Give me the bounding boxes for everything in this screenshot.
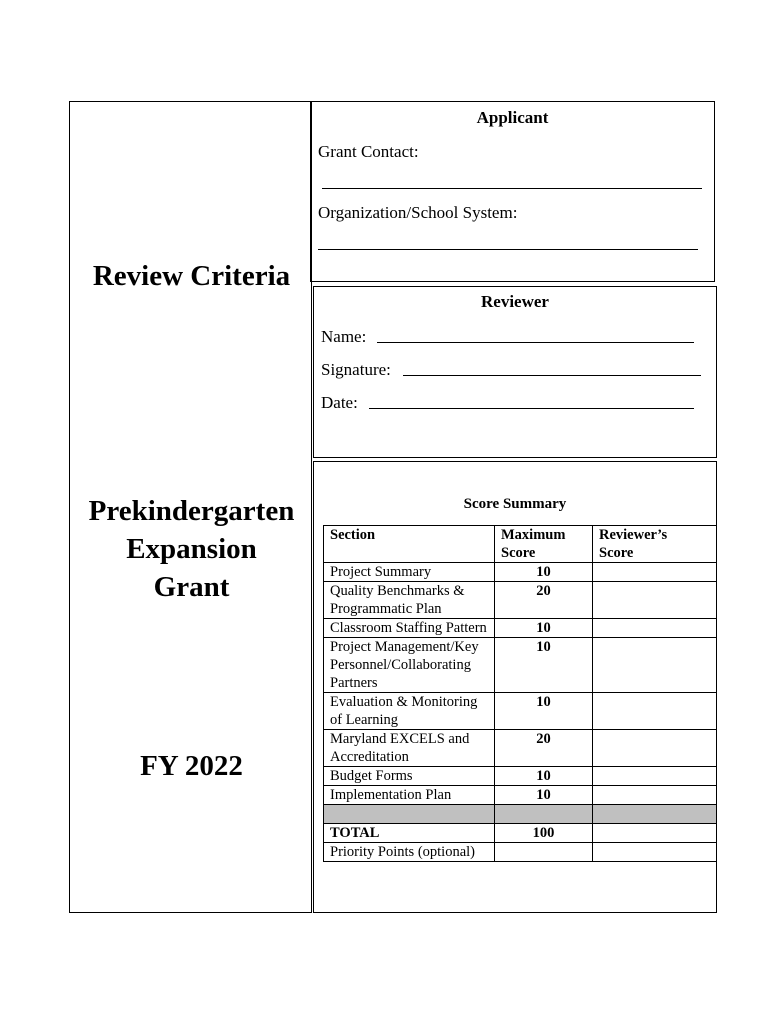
max-score-cell: 10 (495, 619, 593, 638)
fiscal-year: FY 2022 (140, 750, 243, 782)
score-summary-title: Score Summary (463, 496, 567, 512)
program-title-line-1: Prekindergarten (88, 495, 295, 527)
table-row (324, 582, 717, 619)
score-table (323, 525, 717, 862)
max-score-cell: 10 (495, 767, 593, 786)
organization-label: Organization/School System: (318, 203, 518, 222)
reviewer-score-cell[interactable] (593, 638, 717, 693)
max-score-cell: 10 (495, 786, 593, 805)
max-score-cell: 20 (495, 582, 593, 619)
total-label: TOTAL (324, 824, 495, 843)
reviewer-score-cell[interactable] (593, 619, 717, 638)
shaded-separator-row (324, 805, 717, 824)
reviewer-score-cell[interactable] (593, 693, 717, 730)
reviewer-signature-field[interactable] (403, 375, 701, 376)
section-cell: Project Summary (324, 563, 495, 582)
grant-contact-label: Grant Contact: (318, 142, 419, 161)
reviewer-date-field[interactable] (369, 408, 694, 409)
program-title-line-2: Expansion (126, 533, 257, 565)
reviewer-signature-label: Signature: (321, 360, 391, 379)
table-row (324, 767, 717, 786)
section-cell: Maryland EXCELS and Accreditation (324, 730, 495, 767)
max-score-cell: 10 (495, 563, 593, 582)
section-cell: Classroom Staffing Pattern (324, 619, 495, 638)
priority-points-label: Priority Points (optional) (324, 843, 495, 862)
priority-points-reviewer-cell[interactable] (593, 843, 717, 862)
table-row (324, 786, 717, 805)
shaded-cell (593, 805, 717, 824)
reviewer-section (313, 286, 717, 458)
reviewers-score-column-header (593, 526, 717, 563)
reviewers-score-header-line-2: Score (599, 545, 634, 561)
program-title-line-3: Grant (153, 571, 230, 603)
score-summary-section (313, 461, 717, 913)
organization-field[interactable] (318, 249, 698, 250)
table-row (324, 730, 717, 767)
grant-contact-field[interactable] (322, 188, 702, 189)
maximum-score-column-header (495, 526, 593, 563)
section-cell: Quality Benchmarks & Programmatic Plan (324, 582, 495, 619)
reviewer-name-label: Name: (321, 327, 367, 346)
reviewer-score-cell[interactable] (593, 767, 717, 786)
reviewer-score-cell[interactable] (593, 563, 717, 582)
review-criteria-title: Review Criteria (92, 260, 291, 292)
section-column-header: Section (324, 526, 495, 563)
reviewer-heading: Reviewer (481, 292, 549, 311)
table-row (324, 693, 717, 730)
reviewer-date-label: Date: (321, 393, 358, 412)
reviewers-score-header-line-1: Reviewer’s (599, 527, 668, 543)
title-panel (69, 101, 312, 913)
maximum-score-header-line-2: Score (501, 545, 536, 561)
section-cell: Evaluation & Monitoring of Learning (324, 693, 495, 730)
table-row (324, 638, 717, 693)
section-cell: Budget Forms (324, 767, 495, 786)
reviewer-name-field[interactable] (377, 342, 694, 343)
maximum-score-header-line-1: Maximum (501, 527, 566, 543)
priority-points-row (324, 843, 717, 862)
priority-points-max-cell (495, 843, 593, 862)
program-title (70, 492, 313, 606)
shaded-cell (495, 805, 593, 824)
section-cell: Project Management/Key Personnel/Collaborating Partners (324, 638, 495, 693)
max-score-cell: 10 (495, 693, 593, 730)
reviewer-score-cell[interactable] (593, 582, 717, 619)
max-score-cell: 10 (495, 638, 593, 693)
applicant-heading: Applicant (476, 108, 549, 127)
shaded-cell (324, 805, 495, 824)
reviewer-score-cell[interactable] (593, 786, 717, 805)
score-table-header-row (324, 526, 717, 563)
table-row (324, 619, 717, 638)
table-row (324, 563, 717, 582)
total-max-score: 100 (495, 824, 593, 843)
total-reviewer-score-cell[interactable] (593, 824, 717, 843)
section-cell: Implementation Plan (324, 786, 495, 805)
applicant-section (310, 101, 715, 282)
reviewer-score-cell[interactable] (593, 730, 717, 767)
total-row (324, 824, 717, 843)
max-score-cell: 20 (495, 730, 593, 767)
